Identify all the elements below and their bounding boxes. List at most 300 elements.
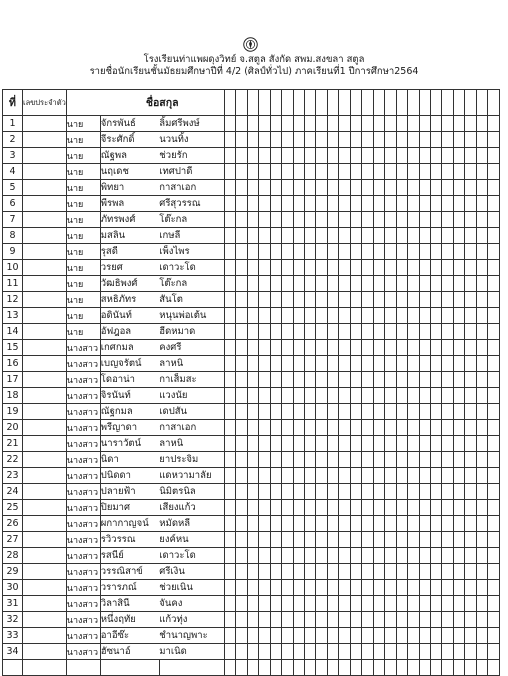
score-cell [442,260,453,276]
score-cell [316,596,327,612]
student-prefix: นางสาว [66,548,100,564]
score-cell [488,292,499,308]
student-id-cell [23,564,67,580]
score-cell [236,324,247,340]
score-cell [488,644,499,660]
student-prefix: นาย [66,212,100,228]
score-cell [339,404,350,420]
score-cell [488,308,499,324]
score-cell [339,244,350,260]
score-cell [270,468,281,484]
score-cell [327,116,338,132]
score-cell [339,324,350,340]
score-cell [453,516,464,532]
score-cell [476,404,487,420]
score-cell [282,228,293,244]
score-cell [350,548,361,564]
student-prefix: นาย [66,324,100,340]
empty-cell [293,660,304,676]
score-cell [327,372,338,388]
student-id-cell [23,628,67,644]
header-blank-cell [373,90,384,116]
student-last-name: เดาวะโด [159,260,224,276]
score-cell [488,372,499,388]
student-id-cell [23,260,67,276]
student-last-name: ช่วยเนิน [159,580,224,596]
score-cell [247,516,258,532]
score-cell [339,340,350,356]
score-cell [316,532,327,548]
score-cell [362,436,373,452]
student-first-name: รุสดี [100,244,159,260]
score-cell [373,372,384,388]
score-cell [373,228,384,244]
score-cell [316,308,327,324]
score-cell [465,356,476,372]
score-cell [304,212,315,228]
student-number: 14 [3,324,23,340]
score-cell [316,452,327,468]
student-last-name: มาเนิด [159,644,224,660]
score-cell [476,596,487,612]
table-row [3,324,500,340]
score-cell [247,388,258,404]
score-cell [259,164,270,180]
score-cell [236,228,247,244]
score-cell [304,516,315,532]
score-cell [488,228,499,244]
score-cell [304,308,315,324]
score-cell [408,244,419,260]
score-cell [488,596,499,612]
score-cell [419,468,430,484]
score-cell [327,132,338,148]
student-prefix: นาย [66,260,100,276]
score-cell [385,196,396,212]
table-row [3,644,500,660]
score-cell [419,372,430,388]
score-cell [488,612,499,628]
score-cell [408,484,419,500]
score-cell [488,420,499,436]
header-blank-cell [339,90,350,116]
score-cell [430,212,441,228]
score-cell [293,388,304,404]
score-cell [430,180,441,196]
score-cell [408,404,419,420]
score-cell [362,516,373,532]
score-cell [419,612,430,628]
score-cell [270,532,281,548]
student-first-name: นิดา [100,452,159,468]
score-cell [362,164,373,180]
score-cell [465,516,476,532]
score-cell [430,596,441,612]
score-cell [247,580,258,596]
score-cell [350,420,361,436]
student-number: 1 [3,116,23,132]
score-cell [224,132,235,148]
score-cell [259,148,270,164]
score-cell [465,404,476,420]
score-cell [396,532,407,548]
score-cell [476,340,487,356]
score-cell [259,516,270,532]
school-name-line: โรงเรียนท่าแพผดุงวิทย์ จ.สตูล สังกัด สพม.สงขลา สตูล [143,54,365,65]
table-row [3,228,500,244]
score-cell [304,324,315,340]
score-cell [419,404,430,420]
score-cell [373,260,384,276]
score-cell [385,116,396,132]
score-cell [327,484,338,500]
score-cell [442,228,453,244]
score-cell [282,612,293,628]
student-first-name: อดินันท์ [100,308,159,324]
table-row [3,244,500,260]
score-cell [373,292,384,308]
score-cell [236,180,247,196]
score-cell [270,132,281,148]
student-prefix: นางสาว [66,564,100,580]
empty-cell [408,660,419,676]
score-cell [408,356,419,372]
score-cell [385,372,396,388]
student-last-name: แดหวามาลัย [159,468,224,484]
score-cell [350,436,361,452]
student-last-name: กาสาเอก [159,420,224,436]
student-id-cell [23,612,67,628]
table-row [3,532,500,548]
score-cell [453,356,464,372]
score-cell [236,644,247,660]
score-cell [476,180,487,196]
score-cell [224,628,235,644]
score-cell [339,212,350,228]
student-id-cell [23,324,67,340]
score-cell [224,644,235,660]
score-cell [304,436,315,452]
score-cell [270,404,281,420]
score-cell [453,628,464,644]
score-cell [270,180,281,196]
student-number: 19 [3,404,23,420]
score-cell [373,276,384,292]
score-cell [339,132,350,148]
student-number: 16 [3,356,23,372]
student-number: 31 [3,596,23,612]
score-cell [236,116,247,132]
score-cell [476,276,487,292]
student-last-name: ลาหนิ [159,436,224,452]
student-number: 18 [3,388,23,404]
score-cell [385,468,396,484]
score-cell [442,484,453,500]
student-first-name: อาอีซ๊ะ [100,628,159,644]
student-first-name: พีรพล [100,196,159,212]
score-cell [419,532,430,548]
score-cell [350,260,361,276]
score-cell [270,548,281,564]
score-cell [316,564,327,580]
score-cell [259,420,270,436]
score-cell [362,228,373,244]
score-cell [453,228,464,244]
score-cell [408,228,419,244]
score-cell [236,548,247,564]
score-cell [293,276,304,292]
score-cell [293,308,304,324]
student-id-cell [23,308,67,324]
empty-cell [247,660,258,676]
score-cell [442,628,453,644]
score-cell [430,116,441,132]
empty-cell [224,660,235,676]
score-cell [476,212,487,228]
score-cell [362,644,373,660]
score-cell [316,612,327,628]
score-cell [453,372,464,388]
score-cell [385,260,396,276]
score-cell [304,596,315,612]
score-cell [282,580,293,596]
score-cell [224,468,235,484]
score-cell [476,628,487,644]
score-cell [373,468,384,484]
student-prefix: นางสาว [66,436,100,452]
score-cell [316,468,327,484]
score-cell [373,212,384,228]
student-number: 24 [3,484,23,500]
score-cell [385,388,396,404]
score-cell [247,484,258,500]
score-cell [316,212,327,228]
header-last-name: สกุล [159,90,224,116]
score-cell [282,596,293,612]
score-cell [442,388,453,404]
score-cell [236,580,247,596]
score-cell [327,580,338,596]
score-cell [339,516,350,532]
score-cell [396,388,407,404]
score-cell [350,116,361,132]
student-id-cell [23,276,67,292]
score-cell [293,356,304,372]
score-cell [453,532,464,548]
score-cell [453,260,464,276]
empty-cell [282,660,293,676]
score-cell [385,420,396,436]
student-id-cell [23,500,67,516]
score-cell [362,404,373,420]
header-row [3,90,500,116]
score-cell [259,244,270,260]
score-cell [350,132,361,148]
score-cell [316,324,327,340]
score-cell [419,260,430,276]
score-cell [293,628,304,644]
score-cell [362,532,373,548]
empty-cell [396,660,407,676]
score-cell [488,452,499,468]
score-cell [385,244,396,260]
score-cell [442,500,453,516]
empty-cell [339,660,350,676]
score-cell [282,452,293,468]
student-last-name: เพ็งไพร [159,244,224,260]
score-cell [327,180,338,196]
score-cell [247,180,258,196]
empty-cell [236,660,247,676]
score-cell [224,196,235,212]
student-last-name: ศรีเงิน [159,564,224,580]
score-cell [408,388,419,404]
student-last-name: ฮีดหมาด [159,324,224,340]
score-cell [408,452,419,468]
score-cell [488,468,499,484]
score-cell [396,468,407,484]
score-cell [430,452,441,468]
score-cell [476,532,487,548]
table-row [3,196,500,212]
header-blank-cell [327,90,338,116]
student-roster-table [2,89,500,676]
score-cell [293,212,304,228]
student-number: 4 [3,164,23,180]
student-id-cell [23,532,67,548]
student-first-name: เกศกมล [100,340,159,356]
score-cell [373,116,384,132]
table-row [3,596,500,612]
score-cell [408,436,419,452]
score-cell [465,420,476,436]
score-cell [270,420,281,436]
score-cell [362,292,373,308]
score-cell [270,292,281,308]
student-number: 34 [3,644,23,660]
score-cell [362,132,373,148]
empty-cell [476,660,487,676]
header-blank-cell [247,90,258,116]
student-first-name: มสลิน [100,228,159,244]
student-prefix: นางสาว [66,580,100,596]
score-cell [282,532,293,548]
score-cell [362,340,373,356]
score-cell [362,372,373,388]
score-cell [442,468,453,484]
score-cell [385,452,396,468]
student-id-cell [23,484,67,500]
score-cell [316,228,327,244]
score-cell [304,500,315,516]
score-cell [419,436,430,452]
score-cell [339,452,350,468]
score-cell [339,356,350,372]
student-prefix: นางสาว [66,404,100,420]
score-cell [373,132,384,148]
score-cell [270,244,281,260]
score-cell [408,340,419,356]
student-prefix: นางสาว [66,356,100,372]
score-cell [293,116,304,132]
score-cell [259,644,270,660]
score-cell [430,324,441,340]
score-cell [339,580,350,596]
score-cell [362,212,373,228]
score-cell [304,580,315,596]
score-cell [224,228,235,244]
header-blank-cell [442,90,453,116]
score-cell [224,596,235,612]
score-cell [442,116,453,132]
score-cell [408,276,419,292]
score-cell [282,404,293,420]
score-cell [476,484,487,500]
score-cell [476,244,487,260]
score-cell [396,628,407,644]
empty-cell [259,660,270,676]
score-cell [373,244,384,260]
score-cell [247,500,258,516]
table-row [3,628,500,644]
student-prefix: นางสาว [66,468,100,484]
student-first-name: พิทยา [100,180,159,196]
student-last-name: เสียงแก้ว [159,500,224,516]
score-cell [259,388,270,404]
score-cell [419,276,430,292]
table-row [3,356,500,372]
score-cell [453,612,464,628]
score-cell [465,644,476,660]
score-cell [236,468,247,484]
score-cell [430,612,441,628]
score-cell [316,516,327,532]
score-cell [304,356,315,372]
score-cell [247,324,258,340]
score-cell [282,132,293,148]
score-cell [224,404,235,420]
score-cell [453,388,464,404]
score-cell [476,308,487,324]
student-id-cell [23,548,67,564]
score-cell [270,564,281,580]
score-cell [350,228,361,244]
score-cell [442,356,453,372]
score-cell [327,612,338,628]
header-blank-cell [362,90,373,116]
student-number: 28 [3,548,23,564]
score-cell [350,180,361,196]
score-cell [385,644,396,660]
score-cell [408,644,419,660]
score-cell [270,260,281,276]
score-cell [236,420,247,436]
score-cell [293,132,304,148]
score-cell [259,372,270,388]
score-cell [442,196,453,212]
score-cell [270,612,281,628]
student-last-name: ยงค์หน [159,532,224,548]
score-cell [476,324,487,340]
student-prefix: นางสาว [66,420,100,436]
score-cell [304,244,315,260]
student-id-cell [23,148,67,164]
student-first-name: รสนีย์ [100,548,159,564]
score-cell [236,564,247,580]
score-cell [408,628,419,644]
score-cell [247,212,258,228]
header-number: ที่ [3,90,23,116]
